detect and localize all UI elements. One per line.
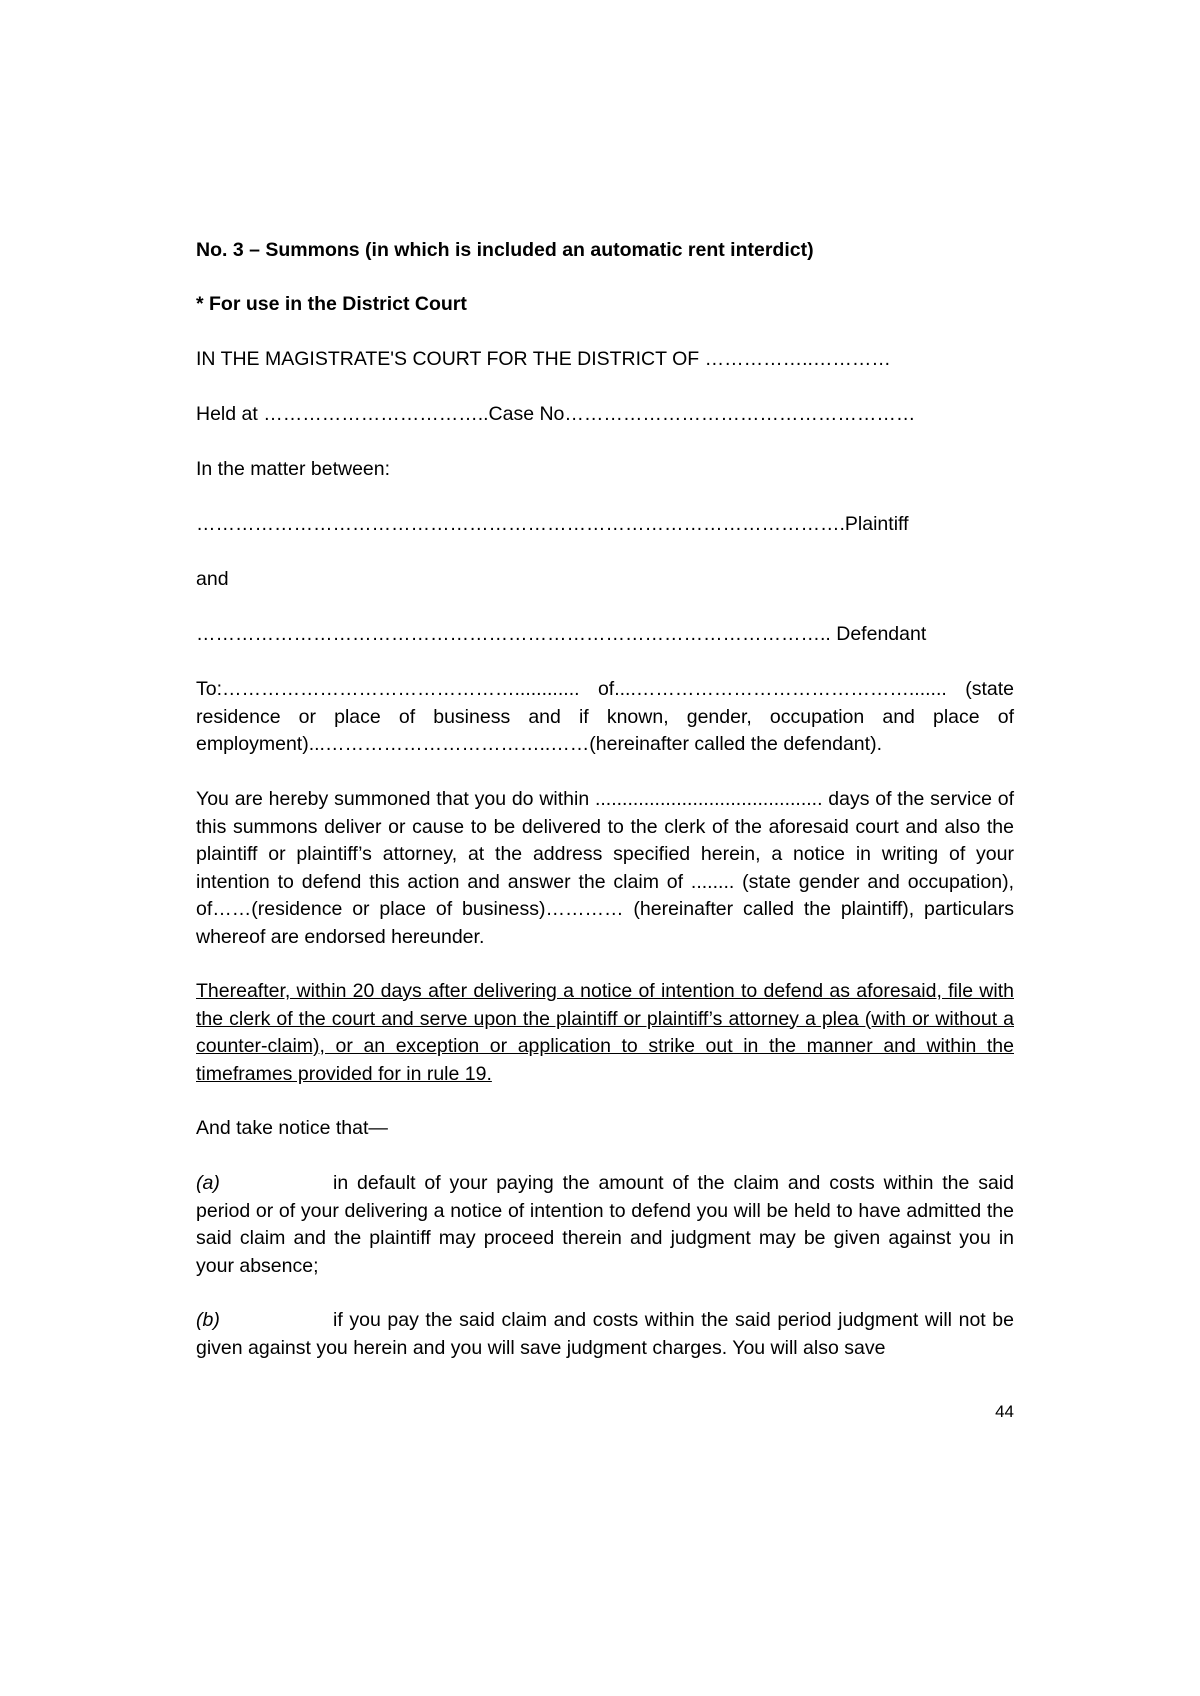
- form-title: No. 3 – Summons (in which is included an automatic rent interdict): [196, 239, 814, 261]
- item-a-label: (a): [196, 1172, 220, 1194]
- take-notice-line: And take notice that—: [196, 1117, 388, 1139]
- item-b: [196, 1307, 1014, 1362]
- plaintiff-line: ……………………………………………………………………………………….Plaintiff: [196, 513, 909, 535]
- and-line: and: [196, 568, 229, 590]
- item-a-text: in default of your paying the amount of the claim and costs within the said period or of your delivering a notice of intention to defend you will be held to have admitted the said claim and the plaintiff may proceed therein and judgment may be given against you in your absence;: [196, 1172, 1014, 1277]
- held-at-case-line: Held at ……………………………..Case No………………………………………………: [196, 403, 916, 425]
- to-paragraph: To:………………………………………............ of....……………………………………....... (state residence or place of business and if known, gender, occupation and place of employment)...……………………………..……(hereinafter called the defendant).: [196, 678, 1014, 755]
- page-number: 44: [995, 1402, 1014, 1421]
- item-b-text: if you pay the said claim and costs within the said period judgment will not be given against you herein and you will save judgment charges. You will also save: [196, 1309, 1014, 1359]
- item-b-label: (b): [196, 1309, 220, 1331]
- court-line: IN THE MAGISTRATE'S COURT FOR THE DISTRICT OF ……………..…………: [196, 348, 891, 370]
- matter-between-line: In the matter between:: [196, 458, 391, 480]
- item-a: [196, 1170, 1014, 1280]
- form-subtitle: * For use in the District Court: [196, 293, 467, 315]
- defendant-line: …………………………………………………………………………………….. Defendant: [196, 623, 927, 645]
- thereafter-paragraph: Thereafter, within 20 days after delivering a notice of intention to defend as aforesaid, file with the clerk of the court and serve upon the plaintiff or plaintiff’s attorney a plea (with or without a counter-claim), or an exception or application to strike out in the manner and within the timeframes provided for in rule 19.: [196, 980, 1014, 1085]
- summons-paragraph: You are hereby summoned that you do within .......................................... days of the service of this summons deliver or cause to be delivered to the clerk of the aforesaid court and also the plaintiff or plaintiff’s attorney, at the address specified herein, a notice in writing of your intention to defend this action and answer the claim of ........ (state gender and occupation), of……(residence or place of business)………… (hereinafter called the plaintiff), particulars whereof are endorsed hereunder.: [196, 788, 1014, 948]
